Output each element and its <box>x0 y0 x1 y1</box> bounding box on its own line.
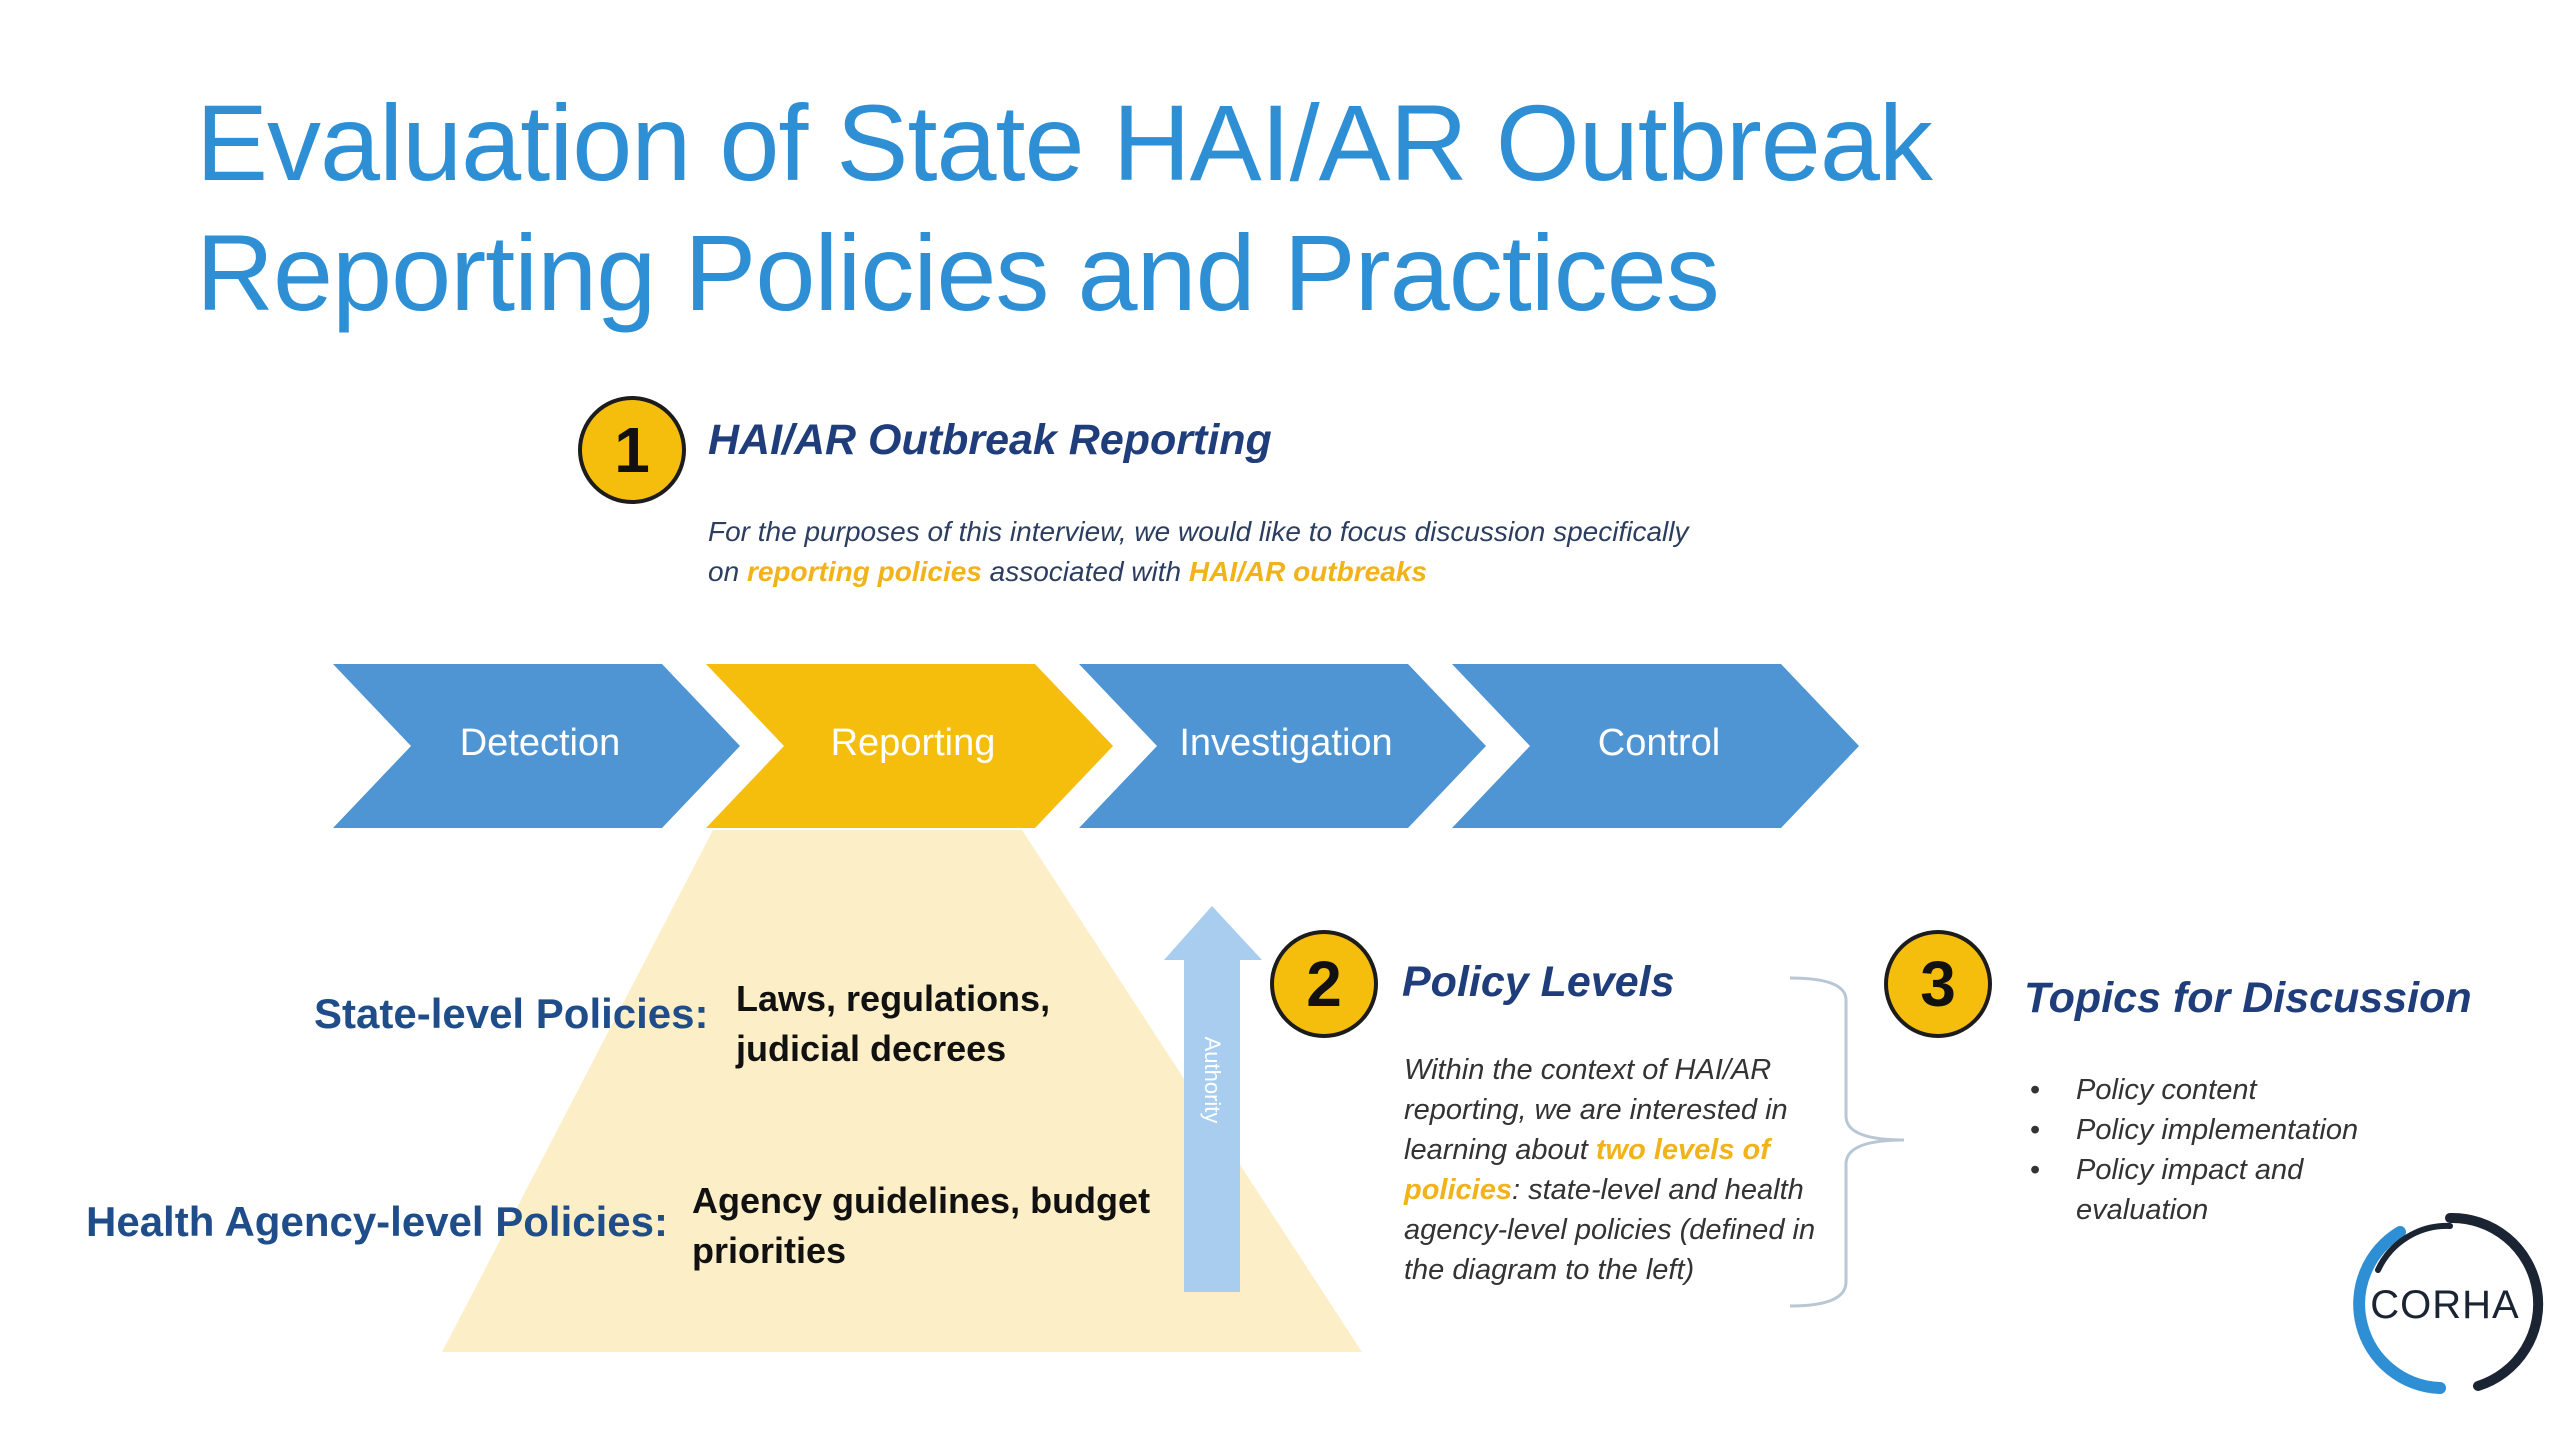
intro-highlight-policies: reporting policies <box>746 556 982 587</box>
topic-item: • Policy impact and evaluation <box>2030 1150 2406 1230</box>
badge-1-number: 1 <box>614 414 650 486</box>
title-line-1: Evaluation of State HAI/AR Outbreak <box>196 82 1932 203</box>
intro-text-start: For the purposes of this interview, we would like to focus discussion specifically on <box>708 516 1689 587</box>
topic-item: • Policy content <box>2030 1070 2406 1110</box>
state-level-label: State-level Policies: <box>314 990 709 1037</box>
number-badge-3 <box>1884 930 1992 1038</box>
authority-text: Authority <box>1200 1036 1225 1124</box>
policy-levels-text <box>1404 1050 1844 1290</box>
topics-heading: Topics for Discussion <box>2024 974 2472 1022</box>
policy-text-end: : state-level and health agency-level policies (defined in the diagram to the left) <box>1404 1174 1816 1286</box>
authority-arrow-label <box>1200 1036 1225 1124</box>
state-level-description: Laws, regulations, judicial decrees <box>736 978 1051 1069</box>
step-reporting-label: Reporting <box>830 722 996 764</box>
policy-levels-heading: Policy Levels <box>1402 958 1675 1006</box>
title-line-2: Reporting Policies and Practices <box>196 212 1719 333</box>
policy-text-highlight: two levels of policies <box>1404 1134 1770 1206</box>
topic-item: • Policy implementation <box>2030 1110 2406 1150</box>
corha-logo <box>2352 1220 2538 1390</box>
agency-level-label: Health Agency-level Policies: <box>86 1198 668 1245</box>
badge-3-number: 3 <box>1920 948 1956 1020</box>
intro-highlight-outbreaks: HAI/AR outbreaks <box>1188 556 1427 587</box>
badge-2-number: 2 <box>1306 948 1342 1020</box>
intro-text-middle: associated with <box>981 556 1189 587</box>
topics-list <box>2030 1070 2406 1230</box>
step-detection-label: Detection <box>459 722 621 764</box>
reporting-heading: HAI/AR Outbreak Reporting <box>708 416 1272 464</box>
step-investigation-label: Investigation <box>1179 722 1393 764</box>
agency-level-description: Agency guidelines, budget priorities <box>692 1180 1151 1271</box>
number-badge-1 <box>578 396 686 504</box>
number-badge-2 <box>1270 930 1378 1038</box>
policy-text-start: Within the context of HAI/AR reporting, we are interested in learning about <box>1404 1054 1788 1166</box>
reporting-intro <box>708 512 1708 592</box>
corha-logo-text: CORHA <box>2370 1282 2520 1327</box>
step-control-label: Control <box>1597 722 1721 764</box>
